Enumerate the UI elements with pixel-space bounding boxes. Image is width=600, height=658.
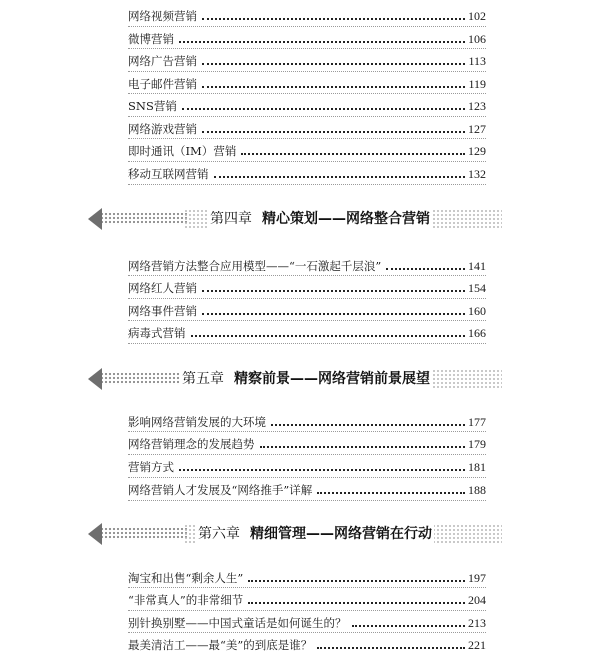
dot-leader [202, 290, 465, 292]
chapter-number: 第六章 [198, 526, 240, 542]
toc-entry-title: “非常真人”的非常细节 [128, 593, 244, 607]
toc-entry-page: 127 [468, 122, 486, 136]
toc-entry-title: 电子邮件营销 [128, 77, 197, 91]
dot-leader [179, 469, 465, 471]
dot-leader [202, 131, 465, 133]
toc-entry-page: 154 [468, 281, 486, 295]
dot-leader [214, 176, 466, 178]
chapter-heading [196, 524, 434, 544]
chapter-title: 精察前景——网络营销前景展望 [234, 371, 430, 387]
toc-entry-title: 网络广告营销 [128, 54, 197, 68]
chapter-heading [180, 369, 432, 389]
toc-entry-page: 181 [468, 460, 486, 474]
row-divider [128, 343, 486, 344]
toc-entry-title: 网络红人营销 [128, 281, 197, 295]
toc-entry-page: 177 [468, 415, 486, 429]
toc-entry[interactable] [128, 1, 486, 23]
toc-entry-page: 119 [468, 77, 486, 91]
toc-entry[interactable] [128, 273, 486, 295]
chapter-title: 精细管理——网络营销在行动 [250, 526, 432, 542]
arrow-left-icon [88, 208, 188, 230]
dot-leader [248, 602, 465, 604]
chapter-header-4[interactable] [88, 205, 508, 233]
toc-entry[interactable] [128, 136, 486, 158]
dot-leader [179, 41, 465, 43]
toc-entry[interactable] [128, 24, 486, 46]
toc-entry-title: 网络营销方法整合应用模型——“一石激起千层浪” [128, 259, 382, 273]
toc-entry[interactable] [128, 251, 486, 273]
toc-entry-page: 113 [468, 54, 486, 68]
row-divider [128, 184, 486, 185]
toc-entry-title: 网络视频营销 [128, 9, 197, 23]
dot-leader [202, 63, 465, 65]
dot-leader [352, 625, 466, 627]
dot-leader [248, 580, 465, 582]
toc-entry-title: 淘宝和出售“剩余人生” [128, 571, 244, 585]
chapter-heading [208, 209, 432, 229]
toc-entry[interactable] [128, 46, 486, 68]
toc-entry-page: 179 [468, 437, 486, 451]
toc-entry-title: 网络游戏营销 [128, 122, 197, 136]
dot-leader [386, 268, 465, 270]
toc-entry[interactable] [128, 608, 486, 630]
toc-entry[interactable] [128, 69, 486, 91]
toc-entry-page: 188 [468, 483, 486, 497]
toc-entry-title: 网络事件营销 [128, 304, 197, 318]
arrow-left-icon [88, 523, 188, 545]
arrow-left-icon [88, 368, 188, 390]
toc-entry[interactable] [128, 585, 486, 607]
dot-leader [202, 313, 465, 315]
toc-entry[interactable] [128, 91, 486, 113]
toc-entry-title: 影响网络营销发展的大环境 [128, 415, 266, 429]
toc-entry[interactable] [128, 475, 486, 497]
toc-entry-title: 最美清洁工——最“美”的到底是谁？ [128, 638, 313, 652]
dot-leader [271, 424, 465, 426]
dot-leader [191, 335, 466, 337]
toc-entry-page: 123 [468, 99, 486, 113]
dot-leader [241, 153, 465, 155]
dot-leader [260, 446, 466, 448]
dot-leader [317, 492, 465, 494]
toc-entry-title: 即时通讯（IM）营销 [128, 144, 237, 158]
chapter-header-5[interactable] [88, 365, 508, 393]
dot-leader [202, 18, 465, 20]
toc-entry[interactable] [128, 318, 486, 340]
toc-entry-title: 网络营销人才发展及“网络推手”详解 [128, 483, 313, 497]
dot-leader [202, 86, 465, 88]
toc-entry[interactable] [128, 452, 486, 474]
toc-entry[interactable] [128, 114, 486, 136]
toc-entry[interactable] [128, 563, 486, 585]
toc-entry-page: 141 [468, 259, 486, 273]
toc-entry-title: 微博营销 [128, 32, 174, 46]
toc-entry-page: 221 [468, 638, 486, 652]
toc-entry-page: 213 [468, 616, 486, 630]
chapter-title: 精心策划——网络整合营销 [262, 211, 430, 227]
toc-entry-page: 197 [468, 571, 486, 585]
toc-entry[interactable] [128, 407, 486, 429]
toc-entry[interactable] [128, 630, 486, 652]
toc-entry-title: 移动互联网营销 [128, 167, 209, 181]
chapter-number: 第五章 [182, 371, 224, 387]
toc-entry-title: 营销方式 [128, 460, 174, 474]
toc-entry-title: SNS营销 [128, 99, 177, 113]
row-divider [128, 500, 486, 501]
toc-entry[interactable] [128, 296, 486, 318]
toc-entry-page: 166 [468, 326, 486, 340]
toc-entry-page: 160 [468, 304, 486, 318]
toc-entry-page: 204 [468, 593, 486, 607]
toc-entry-title: 别针换别墅——中国式童话是如何诞生的？ [128, 616, 347, 630]
dot-leader [182, 108, 465, 110]
toc-entry-page: 132 [468, 167, 486, 181]
toc-entry-title: 网络营销理念的发展趋势 [128, 437, 255, 451]
toc-entry-title: 病毒式营销 [128, 326, 186, 340]
chapter-header-6[interactable] [88, 520, 508, 548]
dot-leader [317, 647, 465, 649]
toc-entry[interactable] [128, 429, 486, 451]
toc-entry-page: 106 [468, 32, 486, 46]
chapter-number: 第四章 [210, 211, 252, 227]
toc-entry-page: 102 [468, 9, 486, 23]
toc-entry[interactable] [128, 159, 486, 181]
toc-entry-page: 129 [468, 144, 486, 158]
